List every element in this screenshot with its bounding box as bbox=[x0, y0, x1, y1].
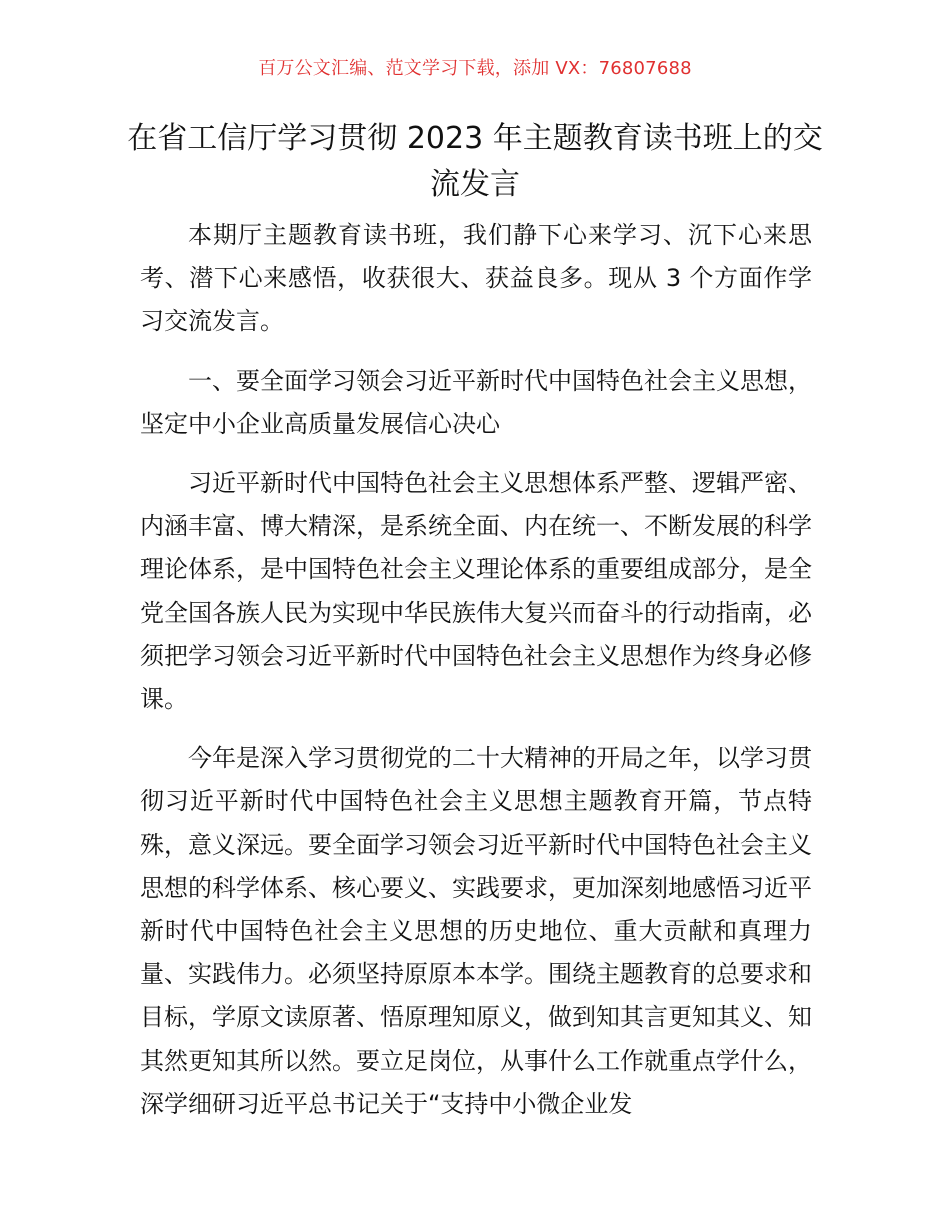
paragraph-intro: 本期厅主题教育读书班，我们静下心来学习、沉下心来思考、潜下心来感悟，收获很大、获益良多。现从 3 个方面作学习交流发言。 bbox=[140, 221, 812, 336]
paragraph-study-requirements: 今年是深入学习贯彻党的二十大精神的开局之年，以学习贯彻习近平新时代中国特色社会主义思想主题教育开篇，节点特殊，意义深远。要全面学习领会习近平新时代中国特色社会主义思想的科学体系、核心要义、实践要求，更加深刻地感悟习近平新时代中国特色社会主义思想的历史地位、重大贡献和真理力量、实践伟力。必须坚持原原本本学。围绕主题教育的总要求和目标，学原文读原著、悟原理知原义，做到知其言更知其义、知其然更知其所以然。要立足岗位，从事什么工作就重点学什么，深学细研习近平总书记关于“支持中小微企业发 bbox=[140, 744, 812, 1118]
document-title: 在省工信厅学习贯彻 2023 年主题教育读书班上的交流发言 bbox=[127, 121, 823, 202]
header-watermark-note: 百万公文汇编、范文学习下载，添加 VX：76807688 bbox=[258, 58, 692, 79]
document-body bbox=[140, 214, 812, 1142]
section-heading-1: 一、要全面学习领会习近平新时代中国特色社会主义思想，坚定中小企业高质量发展信心决心 bbox=[140, 366, 812, 438]
paragraph-theory-system: 习近平新时代中国特色社会主义思想体系严整、逻辑严密、内涵丰富、博大精深，是系统全面、内在统一、不断发展的科学理论体系，是中国特色社会主义理论体系的重要组成部分，是全党全国各族人民为实现中华民族伟大复兴而奋斗的行动指南，必须把学习领会习近平新时代中国特色社会主义思想作为终身必修课。 bbox=[140, 469, 812, 714]
